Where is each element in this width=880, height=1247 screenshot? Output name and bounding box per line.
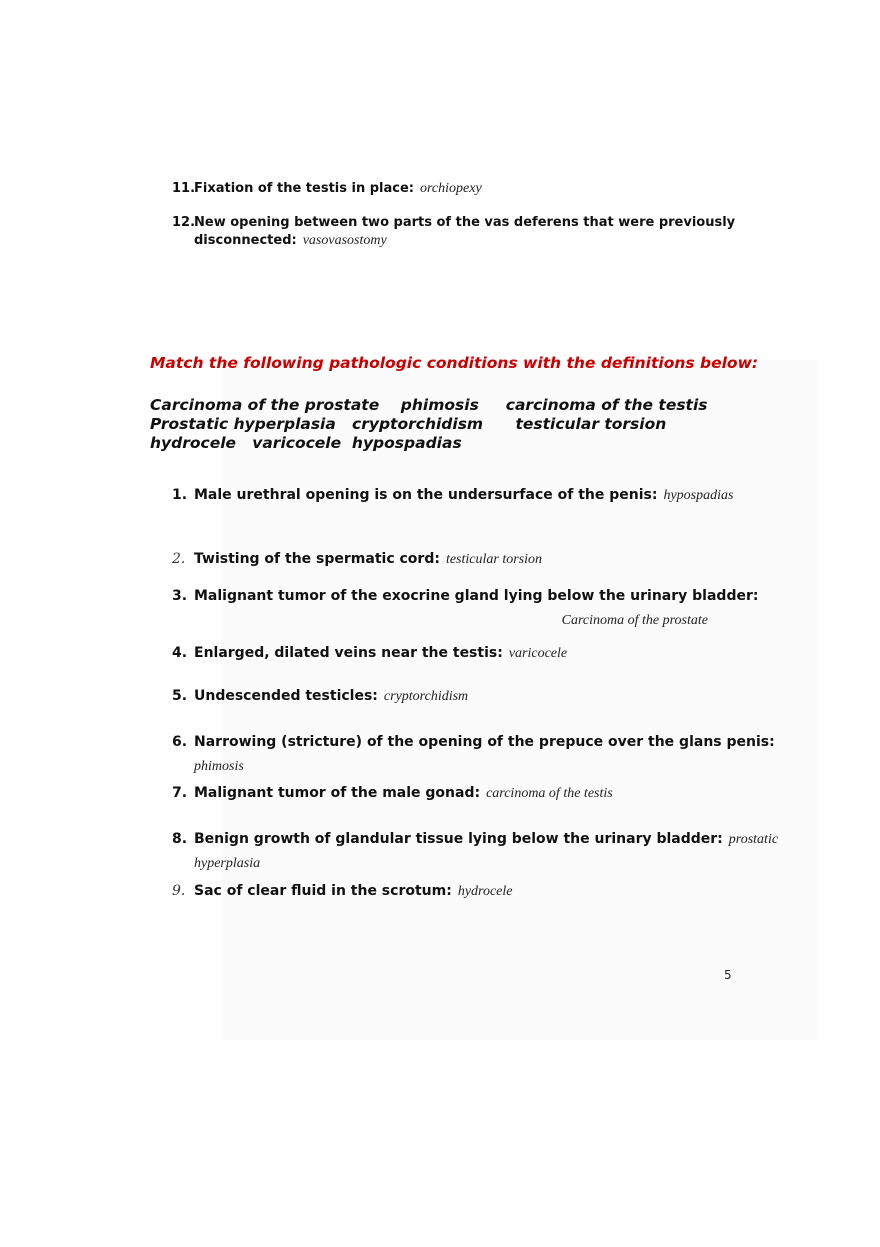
page-number: 5 xyxy=(724,968,732,982)
section-heading: Match the following pathologic conditions with the definitions below: xyxy=(150,354,759,372)
answer-text: carcinoma of the testis xyxy=(486,786,613,801)
question-text: disconnected: xyxy=(194,233,297,248)
question-text: Fixation of the testis in place: xyxy=(194,181,414,196)
answer-text: orchiopexy xyxy=(420,181,482,196)
answer-text: hypospadias xyxy=(663,488,734,503)
question-1 xyxy=(172,486,733,505)
answer-text: varicocele xyxy=(508,646,568,661)
question-number: 4. xyxy=(172,645,188,661)
question-number: 9. xyxy=(172,883,186,899)
question-text: Enlarged, dilated veins near the testis: xyxy=(194,645,503,661)
answer-text: testicular torsion xyxy=(445,552,542,567)
answer-text: vasovasostomy xyxy=(302,233,387,248)
answer-text: cryptorchidism xyxy=(383,689,469,704)
answer-text: hyperplasia xyxy=(194,856,261,871)
question-number: 3. xyxy=(172,588,188,604)
question-12-continuation xyxy=(194,232,387,250)
question-4 xyxy=(172,644,567,663)
question-text: Sac of clear fluid in the scrotum: xyxy=(194,883,452,899)
question-number: 2. xyxy=(172,551,186,567)
question-number: 11. xyxy=(172,181,196,196)
question-text: Benign growth of glandular tissue lying below the urinary bladder: xyxy=(194,831,723,847)
question-text: Male urethral opening is on the undersurface of the penis: xyxy=(194,487,658,503)
question-5 xyxy=(172,687,468,706)
question-text: New opening between two parts of the vas deferens that were previously xyxy=(194,215,736,230)
question-text: Malignant tumor of the male gonad: xyxy=(194,785,481,801)
question-number: 8. xyxy=(172,831,188,847)
question-11 xyxy=(172,180,482,198)
question-number: 5. xyxy=(172,688,188,704)
word-bank-line: Carcinoma of the prostate phimosis carcinoma of the testis xyxy=(150,396,708,414)
answer-text: prostatic xyxy=(728,832,779,847)
question-12 xyxy=(172,214,735,232)
question-2 xyxy=(172,550,542,569)
question-text: Malignant tumor of the exocrine gland lying below the urinary bladder: xyxy=(194,588,759,604)
question-3 xyxy=(172,587,758,605)
question-text: Narrowing (stricture) of the opening of the prepuce over the glans penis: xyxy=(194,734,775,750)
word-bank-line: hydrocele varicocele hypospadias xyxy=(150,434,462,452)
question-number: 7. xyxy=(172,785,188,801)
answer-text: Carcinoma of the prostate xyxy=(561,613,708,628)
question-7 xyxy=(172,784,613,803)
answer-text: hydrocele xyxy=(457,884,513,899)
question-9 xyxy=(172,882,513,901)
question-text: Undescended testicles: xyxy=(194,688,378,704)
answer-text: phimosis xyxy=(194,759,244,774)
question-6 xyxy=(172,733,775,751)
word-bank-line: Prostatic hyperplasia cryptorchidism testicular torsion xyxy=(150,415,667,433)
question-8 xyxy=(172,830,778,849)
question-text: Twisting of the spermatic cord: xyxy=(194,551,440,567)
question-number: 12. xyxy=(172,215,196,230)
question-number: 6. xyxy=(172,734,188,750)
question-number: 1. xyxy=(172,487,188,503)
